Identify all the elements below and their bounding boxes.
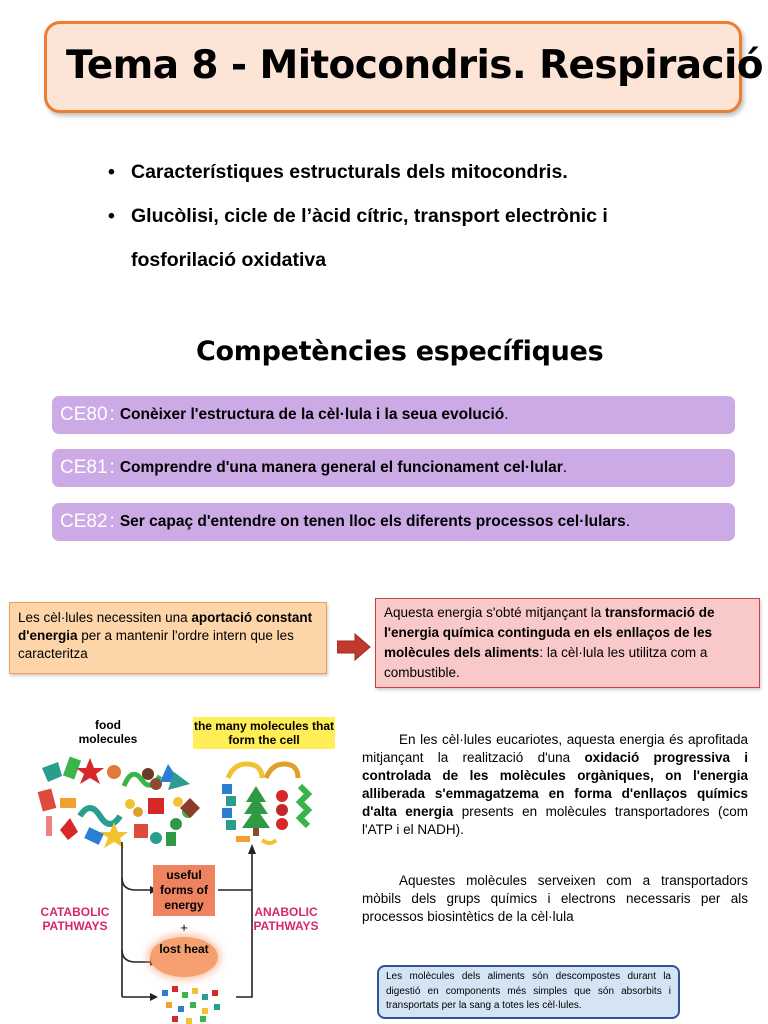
page-title: Tema 8 - Mitocondris. Respiració: [66, 43, 763, 88]
period: .: [562, 459, 568, 476]
competency-text: Conèixer l'estructura de la cèl·lula i la seua evolució: [119, 406, 505, 423]
energy-need-post: per a mantenir l'ordre intern que les caracteritza: [18, 628, 294, 661]
competency-text: Comprendre d'una manera general el funcionament cel·lular: [119, 459, 563, 476]
energy-source-post: : la cèl·lula les utilitza com a combustible.: [384, 645, 708, 680]
list-item: [108, 150, 708, 194]
competency-code: CE80: [60, 404, 108, 425]
metabolism-diagram: [30, 712, 350, 1024]
competency-separator: :: [109, 404, 115, 425]
bullet-icon: •: [108, 205, 115, 227]
topic-list: [108, 150, 708, 282]
paragraph-oxidation-pre: En les cèl·lules eucariotes, aquesta energia és aprofitada mitjançant la realització d'una: [362, 732, 748, 765]
energy-source-box: [375, 598, 760, 688]
competency-ce81: [52, 449, 735, 487]
useful-energy-label: useful forms of energy: [153, 865, 215, 916]
list-item-text: Glucòlisi, cicle de l’àcid cítric, transport electrònic i fosforilació oxidativa: [131, 205, 608, 271]
food-molecules-label: food molecules: [78, 718, 138, 746]
list-item-text: Característiques estructurals dels mitocondris.: [131, 161, 568, 183]
competency-ce82: [52, 503, 735, 541]
food-molecules-icon: [38, 757, 200, 848]
period: .: [504, 406, 509, 423]
competency-separator: :: [109, 457, 115, 478]
competency-separator: :: [109, 511, 115, 532]
energy-need-pre: Les cèl·lules necessiten una: [18, 610, 192, 625]
list-item: [108, 194, 708, 282]
competency-ce80: [52, 396, 735, 434]
competency-code: CE82: [60, 511, 108, 532]
energy-need-box: [9, 602, 327, 674]
plus-sign: +: [180, 920, 188, 935]
energy-need-bold: aportació constant d'energia: [18, 610, 313, 643]
paragraph-oxidation-post: presents en molècules transportadores (com l'ATP i el NADH).: [362, 804, 748, 837]
lost-heat-label: lost heat: [150, 937, 218, 977]
paragraph-oxidation: [362, 731, 748, 839]
catabolic-label: CATABOLIC PATHWAYS: [40, 905, 110, 933]
digestion-note: Les molècules dels aliments són descompostes durant la digestió en components més simples que són absorbits i transportats per la sang a totes les cèl·lules.: [377, 965, 680, 1019]
anabolic-label: ANABOLIC PATHWAYS: [253, 905, 319, 933]
competency-text: Ser capaç d'entendre on tenen lloc els diferents processos cel·lulars: [119, 513, 626, 530]
period: .: [625, 513, 631, 530]
cell-molecules-label: the many molecules that form the cell: [193, 719, 335, 747]
paragraph-oxidation-bold: oxidació progressiva i controlada de les molècules orgàniques, on l'energia alliberada s'emmagatzema en forma d'enllaços químics d'alta energia: [362, 750, 748, 819]
small-molecules-icon: [162, 986, 220, 1024]
competencies-heading: Competències específiques: [196, 336, 604, 367]
cell-molecules-icon: [222, 764, 308, 843]
energy-source-bold: transformació de l'energia química continguda en els enllaços de les molècules dels aliments: [384, 605, 715, 660]
bullet-icon: •: [108, 161, 115, 183]
energy-source-pre: Aquesta energia s'obté mitjançant la: [384, 605, 605, 620]
arrow-right-icon: [337, 633, 371, 661]
competency-code: CE81: [60, 457, 108, 478]
paragraph-transporters: Aquestes molècules serveixen com a transportadors mòbils dels grups químics i electrons necessaris per als processos biosintètics de la cèl·lula: [362, 873, 748, 924]
